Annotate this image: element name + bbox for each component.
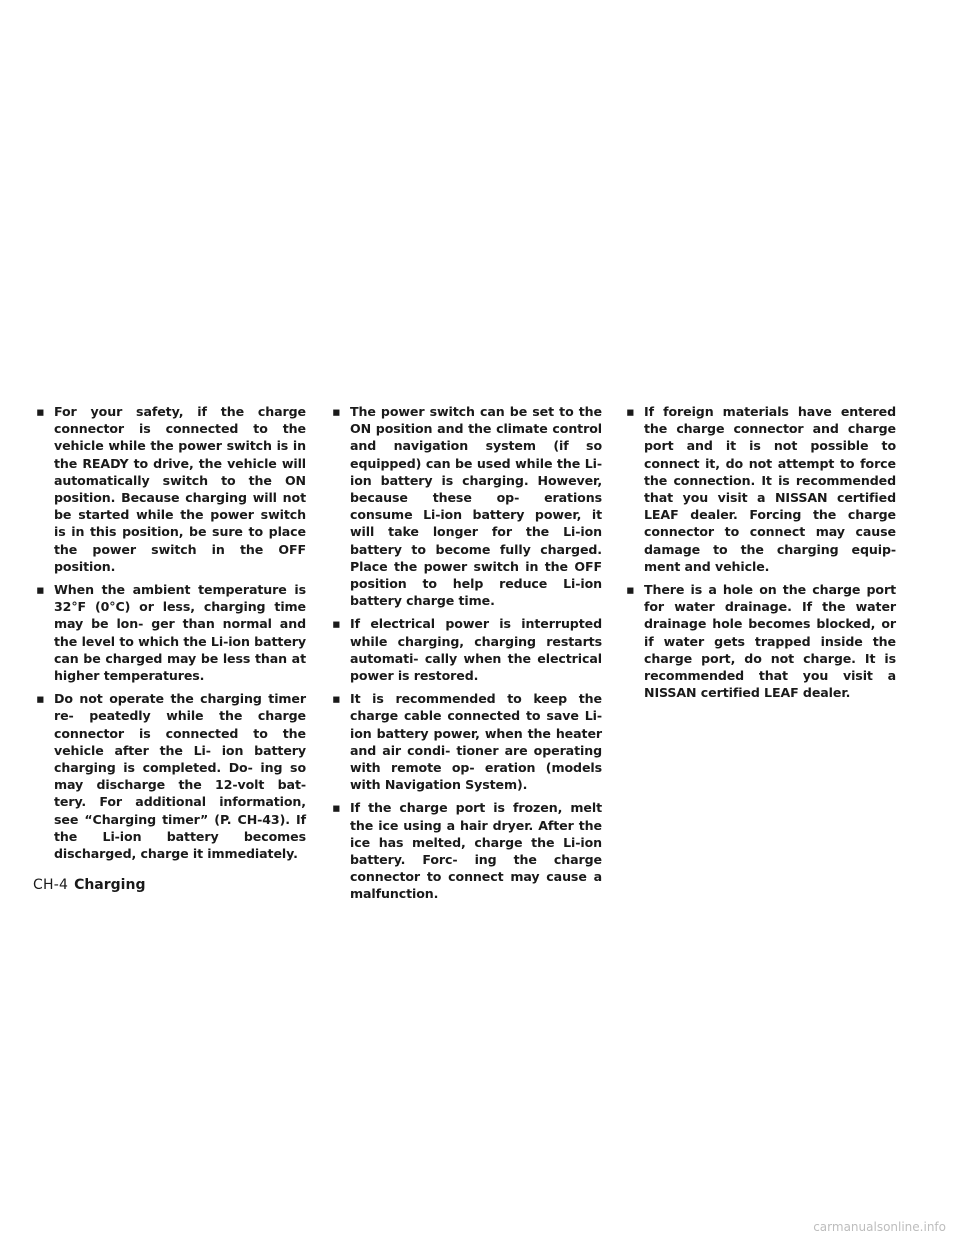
bullet-text: The power switch can be set to the ON position and the climate control and navigation system (if so equipped) can be used while the Li-ion battery is charging. However, because these op- erations consume Li-ion battery power, it will take longer for the Li-ion battery to become fully charged. Place the power switch in the OFF position to help reduce Li-ion battery charge time. bbox=[350, 404, 602, 609]
bullet-list-1 bbox=[34, 403, 306, 862]
bullet-icon: ▪ bbox=[36, 404, 45, 419]
bullet-item bbox=[330, 690, 602, 793]
watermark[interactable]: carmanualsonline.info bbox=[813, 1220, 946, 1234]
bullet-text: When the ambient temperature is 32°F (0°C) or less, charging time may be lon- ger than normal and the level to which the Li-ion battery can be charged may be less than at higher temperatures. bbox=[54, 582, 306, 684]
bullet-item bbox=[624, 403, 896, 575]
bullet-icon: ▪ bbox=[332, 800, 341, 816]
page-footer bbox=[33, 876, 145, 894]
bullet-text: If electrical power is interrupted while charging, charging restarts automati- cally when the electrical power is restored. bbox=[350, 616, 602, 684]
bullet-text: It is recommended to keep the charge cable connected to save Li-ion battery power, when the heater and air condi- tioner are operating with remote op- eration (models with Navigation System). bbox=[350, 691, 602, 793]
bullet-item bbox=[34, 581, 306, 684]
bullet-text: Do not operate the charging timer re- peatedly while the charge connector is connected to the vehicle after the Li- ion battery charging is completed. Do- ing so may discharge the 12-volt bat- tery. For additional information, see “Charging timer” (P. CH-43). If the Li-ion battery becomes discharged, charge it immediately. bbox=[54, 691, 306, 862]
bullet-item bbox=[34, 690, 306, 862]
bullet-icon: ▪ bbox=[626, 404, 635, 419]
bullet-icon: ▪ bbox=[332, 691, 341, 707]
text-column-1 bbox=[34, 403, 306, 868]
text-column-2 bbox=[330, 403, 602, 909]
bullet-list-3 bbox=[624, 403, 896, 701]
section-title: Charging bbox=[74, 877, 146, 893]
bullet-item bbox=[624, 581, 896, 701]
page-number: CH-4 bbox=[33, 877, 69, 893]
bullet-item bbox=[34, 403, 306, 575]
bullet-icon: ▪ bbox=[36, 691, 45, 707]
bullet-list-2 bbox=[330, 403, 602, 903]
bullet-text: If the charge port is frozen, melt the ice using a hair dryer. After the ice has melted, charge the Li-ion battery. Forc- ing the charge connector to connect may cause a malfunction. bbox=[350, 800, 602, 902]
bullet-item bbox=[330, 799, 602, 902]
bullet-item bbox=[330, 615, 602, 684]
bullet-icon: ▪ bbox=[332, 616, 341, 632]
bullet-item bbox=[330, 403, 602, 609]
bullet-icon: ▪ bbox=[626, 582, 635, 598]
bullet-text: If foreign materials have entered the charge connector and charge port and it is not possible to connect it, do not attempt to force the connection. It is recommended that you visit a NISSAN certified LEAF dealer. Forcing the charge connector to connect may cause damage to the charging equip- ment and vehicle. bbox=[644, 404, 896, 574]
bullet-text: There is a hole on the charge port for water drainage. If the water drainage hole becomes blocked, or if water gets trapped inside the charge port, do not charge. It is recommended that you visit a NISSAN certified LEAF dealer. bbox=[644, 582, 896, 701]
text-column-3 bbox=[624, 403, 896, 707]
bullet-text: For your safety, if the charge connector is connected to the vehicle while the power switch is in the READY to drive, the vehicle will automatically switch to the ON position. Because charging will not be started while the power switch is in this position, be sure to place the power switch in the OFF position. bbox=[54, 404, 306, 574]
bullet-icon: ▪ bbox=[332, 404, 341, 419]
bullet-icon: ▪ bbox=[36, 582, 45, 598]
